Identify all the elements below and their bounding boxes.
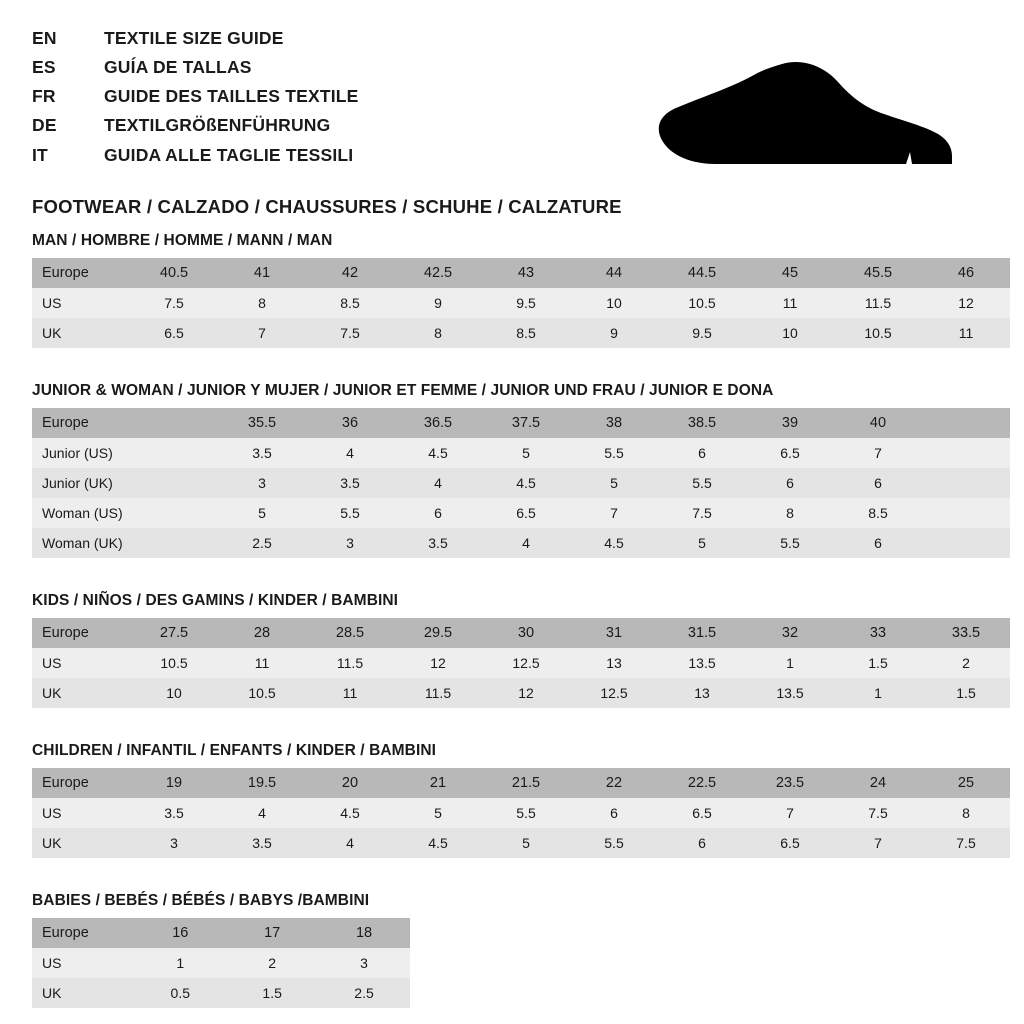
cell: 7.5	[922, 828, 1010, 858]
cell: 11	[218, 648, 306, 678]
cell: 36.5	[394, 408, 482, 438]
cell: 13.5	[658, 648, 746, 678]
table-row	[32, 408, 1010, 438]
cell: 11	[306, 678, 394, 708]
cell: 5.5	[746, 528, 834, 558]
cell: 1.5	[834, 648, 922, 678]
cell: 1	[834, 678, 922, 708]
cell: 5	[482, 438, 570, 468]
cell: 5	[394, 798, 482, 828]
cell: 38	[570, 408, 658, 438]
cell: 19	[130, 768, 218, 798]
cell: 28	[218, 618, 306, 648]
language-title: GUÍA DE TALLAS	[104, 57, 252, 78]
cell	[922, 498, 1010, 528]
cell: 41	[218, 258, 306, 288]
cell: 44.5	[658, 258, 746, 288]
cell: 21	[394, 768, 482, 798]
cell: 43	[482, 258, 570, 288]
cell: 22	[570, 768, 658, 798]
cell: 10.5	[834, 318, 922, 348]
cell: 45.5	[834, 258, 922, 288]
cell: 9	[570, 318, 658, 348]
table-row	[32, 678, 1010, 708]
cell: 24	[834, 768, 922, 798]
cell: 20	[306, 768, 394, 798]
cell	[922, 528, 1010, 558]
cell: 2	[922, 648, 1010, 678]
cell: 29.5	[394, 618, 482, 648]
row-label: Europe	[32, 768, 130, 798]
cell: 6	[834, 528, 922, 558]
cell: 7	[834, 828, 922, 858]
cell: 5.5	[570, 828, 658, 858]
row-label: Europe	[32, 918, 134, 948]
row-label: Woman (US)	[32, 498, 130, 528]
cell: 1	[746, 648, 834, 678]
section-junior-woman	[32, 382, 980, 558]
row-label: Woman (UK)	[32, 528, 130, 558]
cell	[130, 468, 218, 498]
table-row	[32, 528, 1010, 558]
cell: 31	[570, 618, 658, 648]
cell: 4	[306, 438, 394, 468]
cell: 32	[746, 618, 834, 648]
cell: 4.5	[394, 828, 482, 858]
cell: 10.5	[658, 288, 746, 318]
cell: 6	[570, 798, 658, 828]
cell: 10	[746, 318, 834, 348]
section-babies	[32, 892, 980, 1008]
language-code: DE	[32, 115, 57, 136]
cell: 12.5	[570, 678, 658, 708]
table-row	[32, 918, 410, 948]
table-row	[32, 828, 1010, 858]
cell: 6	[658, 438, 746, 468]
cell	[130, 498, 218, 528]
cell: 6	[746, 468, 834, 498]
cell: 27.5	[130, 618, 218, 648]
language-code: FR	[32, 86, 56, 107]
cell: 3.5	[218, 828, 306, 858]
row-label: Junior (UK)	[32, 468, 130, 498]
cell: 22.5	[658, 768, 746, 798]
cell: 45	[746, 258, 834, 288]
cell: 3	[318, 948, 410, 978]
cell: 7	[834, 438, 922, 468]
cell: 12.5	[482, 648, 570, 678]
table-row	[32, 948, 410, 978]
section-kids	[32, 592, 980, 708]
table-row	[32, 768, 1010, 798]
cell: 5.5	[570, 438, 658, 468]
size-table-kids	[32, 618, 1010, 708]
row-label: US	[32, 798, 130, 828]
cell: 2.5	[318, 978, 410, 1008]
cell: 18	[318, 918, 410, 948]
cell: 4	[306, 828, 394, 858]
cell: 7	[570, 498, 658, 528]
cell: 3	[218, 468, 306, 498]
cell: 3.5	[130, 798, 218, 828]
cell: 1.5	[922, 678, 1010, 708]
cell: 42.5	[394, 258, 482, 288]
language-code: ES	[32, 57, 56, 78]
cell: 6.5	[746, 828, 834, 858]
language-title: TEXTILE SIZE GUIDE	[104, 28, 284, 48]
cell: 5.5	[482, 798, 570, 828]
row-label: Europe	[32, 258, 130, 288]
section-title: MAN / HOMBRE / HOMME / MANN / MAN	[32, 232, 333, 249]
cell: 40	[834, 408, 922, 438]
cell: 8.5	[306, 288, 394, 318]
cell: 7	[218, 318, 306, 348]
cell: 7.5	[306, 318, 394, 348]
row-label: UK	[32, 978, 134, 1008]
cell: 8.5	[834, 498, 922, 528]
cell: 12	[922, 288, 1010, 318]
cell: 36	[306, 408, 394, 438]
row-label: US	[32, 648, 130, 678]
cell	[922, 468, 1010, 498]
cell: 31.5	[658, 618, 746, 648]
cell: 3.5	[306, 468, 394, 498]
language-row	[32, 115, 359, 144]
table-row	[32, 288, 1010, 318]
size-table-junior-woman	[32, 408, 1010, 558]
cell: 2	[226, 948, 318, 978]
cell: 4	[218, 798, 306, 828]
cell: 19.5	[218, 768, 306, 798]
cell: 8.5	[482, 318, 570, 348]
table-row	[32, 798, 1010, 828]
size-table-man	[32, 258, 1010, 348]
cell	[922, 408, 1010, 438]
cell: 6.5	[482, 498, 570, 528]
row-label: Europe	[32, 408, 130, 438]
cell: 16	[134, 918, 226, 948]
size-table-children	[32, 768, 1010, 858]
row-label: UK	[32, 678, 130, 708]
cell: 5	[218, 498, 306, 528]
cell: 25	[922, 768, 1010, 798]
cell: 5	[658, 528, 746, 558]
cell: 28.5	[306, 618, 394, 648]
cell: 46	[922, 258, 1010, 288]
section-man	[32, 232, 980, 348]
cell: 33	[834, 618, 922, 648]
section-children	[32, 742, 980, 858]
language-row	[32, 86, 359, 115]
document-header	[32, 28, 980, 217]
cell: 10.5	[130, 648, 218, 678]
language-row	[32, 145, 359, 174]
cell: 4.5	[306, 798, 394, 828]
cell: 7.5	[658, 498, 746, 528]
cell: 8	[922, 798, 1010, 828]
cell: 4	[394, 468, 482, 498]
cell: 21.5	[482, 768, 570, 798]
cell	[922, 438, 1010, 468]
cell: 38.5	[658, 408, 746, 438]
table-row	[32, 258, 1010, 288]
cell: 9.5	[658, 318, 746, 348]
cell: 40.5	[130, 258, 218, 288]
table-row	[32, 648, 1010, 678]
cell: 3.5	[394, 528, 482, 558]
language-row	[32, 57, 359, 86]
language-title: GUIDA ALLE TAGLIE TESSILI	[104, 144, 354, 165]
dress-shoe-icon	[656, 52, 956, 172]
cell: 12	[482, 678, 570, 708]
cell: 11.5	[394, 678, 482, 708]
language-code: IT	[32, 144, 48, 165]
cell: 17	[226, 918, 318, 948]
section-title: JUNIOR & WOMAN / JUNIOR Y MUJER / JUNIOR ET FEMME / JUNIOR UND FRAU / JUNIOR E DONA	[32, 382, 774, 399]
cell: 11.5	[834, 288, 922, 318]
table-row	[32, 978, 410, 1008]
cell: 2.5	[218, 528, 306, 558]
cell: 5	[482, 828, 570, 858]
cell: 11	[922, 318, 1010, 348]
cell: 1	[134, 948, 226, 978]
cell: 35.5	[218, 408, 306, 438]
cell: 4	[482, 528, 570, 558]
table-row	[32, 498, 1010, 528]
cell: 8	[394, 318, 482, 348]
cell: 4.5	[570, 528, 658, 558]
cell: 42	[306, 258, 394, 288]
cell: 33.5	[922, 618, 1010, 648]
cell: 11.5	[306, 648, 394, 678]
cell: 8	[746, 498, 834, 528]
category-heading: FOOTWEAR / CALZADO / CHAUSSURES / SCHUHE / CALZATURE	[32, 195, 622, 217]
cell: 3	[306, 528, 394, 558]
cell: 10	[570, 288, 658, 318]
cell: 1.5	[226, 978, 318, 1008]
cell: 37.5	[482, 408, 570, 438]
cell: 4.5	[394, 438, 482, 468]
table-row	[32, 318, 1010, 348]
cell	[130, 408, 218, 438]
cell: 7	[746, 798, 834, 828]
cell: 5	[570, 468, 658, 498]
cell: 13	[658, 678, 746, 708]
cell: 30	[482, 618, 570, 648]
cell: 10	[130, 678, 218, 708]
cell: 9.5	[482, 288, 570, 318]
table-row	[32, 618, 1010, 648]
cell: 12	[394, 648, 482, 678]
cell: 0.5	[134, 978, 226, 1008]
cell: 39	[746, 408, 834, 438]
cell: 44	[570, 258, 658, 288]
cell: 13.5	[746, 678, 834, 708]
cell: 13	[570, 648, 658, 678]
language-title-table	[32, 28, 359, 174]
cell: 6.5	[130, 318, 218, 348]
cell: 6.5	[746, 438, 834, 468]
cell: 5.5	[306, 498, 394, 528]
cell: 3.5	[218, 438, 306, 468]
size-table-babies	[32, 918, 410, 1008]
row-label: UK	[32, 318, 130, 348]
cell: 3	[130, 828, 218, 858]
cell: 11	[746, 288, 834, 318]
section-title: BABIES / BEBÉS / BÉBÉS / BABYS /BAMBINI	[32, 892, 370, 909]
section-title: CHILDREN / INFANTIL / ENFANTS / KINDER / BAMBINI	[32, 742, 437, 759]
language-title: TEXTILGRÖßENFÜHRUNG	[104, 115, 331, 136]
language-code: EN	[32, 28, 57, 48]
section-title: KIDS / NIÑOS / DES GAMINS / KINDER / BAMBINI	[32, 592, 399, 609]
table-row	[32, 468, 1010, 498]
cell: 6.5	[658, 798, 746, 828]
language-title: GUIDE DES TAILLES TEXTILE	[104, 86, 359, 107]
cell: 4.5	[482, 468, 570, 498]
cell: 7.5	[834, 798, 922, 828]
cell: 10.5	[218, 678, 306, 708]
table-row	[32, 438, 1010, 468]
row-label: Junior (US)	[32, 438, 130, 468]
cell: 9	[394, 288, 482, 318]
language-row	[32, 28, 359, 57]
row-label: Europe	[32, 618, 130, 648]
cell	[130, 438, 218, 468]
row-label: US	[32, 948, 134, 978]
cell: 7.5	[130, 288, 218, 318]
cell: 23.5	[746, 768, 834, 798]
row-label: US	[32, 288, 130, 318]
row-label: UK	[32, 828, 130, 858]
cell	[130, 528, 218, 558]
cell: 6	[834, 468, 922, 498]
cell: 5.5	[658, 468, 746, 498]
cell: 6	[394, 498, 482, 528]
cell: 6	[658, 828, 746, 858]
cell: 8	[218, 288, 306, 318]
